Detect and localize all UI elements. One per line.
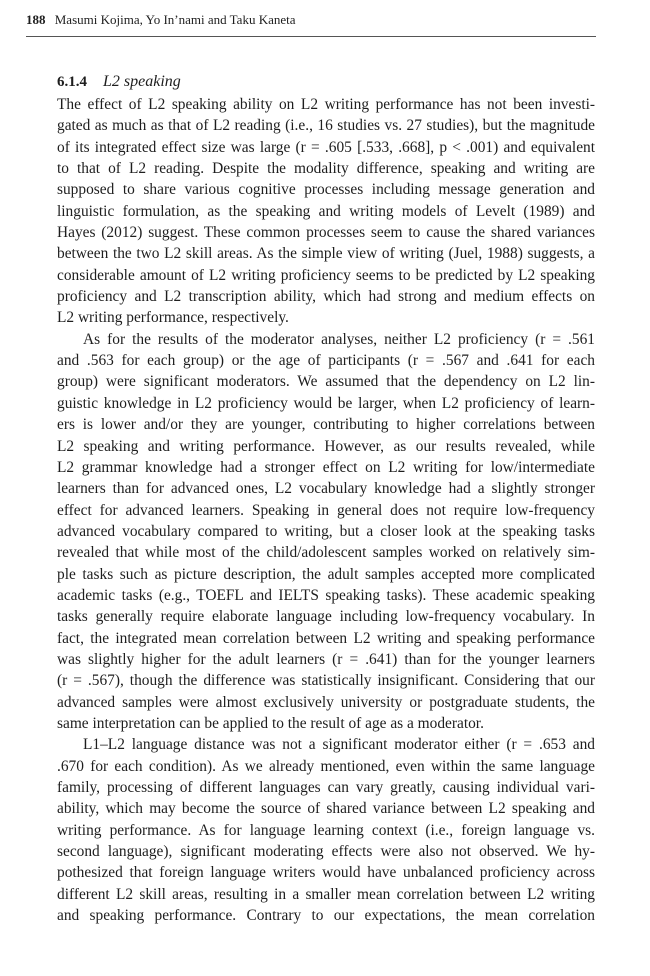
text-line: learners than for advanced ones, L2 vocabulary knowledge had a slightly stronger — [57, 480, 595, 498]
text-line: (r = .567), though the difference was statistically insignificant. Considering that our — [57, 672, 595, 690]
text-line: linguistic formulation, as the speaking and writing models of Levelt (1989) and — [57, 202, 595, 220]
text-line: L2 grammar knowledge had a stronger effect on L2 writing for low/intermediate — [57, 458, 595, 476]
text-line: same interpretation can be applied to the result of age as a moderator. — [57, 714, 484, 732]
text-line: .670 for each condition). As we already mentioned, even within the same language — [57, 757, 595, 775]
text-line: was slightly higher for the adult learners (r = .641) than for the younger learners — [57, 650, 595, 668]
text-line: revealed that while most of the child/adolescent samples worked on relatively sim- — [57, 544, 595, 562]
text-line: L1–L2 language distance was not a significant moderator either (r = .653 and — [83, 736, 595, 754]
text-line: The effect of L2 speaking ability on L2 writing performance has not been investi- — [57, 96, 595, 113]
text-line: tasks generally require elaborate language including low-frequency vocabulary. In — [57, 608, 595, 626]
text-line: and .563 for each group) or the age of participants (r = .567 and .641 for each — [57, 352, 595, 370]
text-line: L2 speaking and writing performance. However, as our results revealed, while — [57, 437, 595, 455]
text-line: group) were significant moderators. We assumed that the dependency on L2 lin- — [57, 373, 595, 391]
section-number: 6.1.4 — [57, 74, 87, 90]
text-line: different L2 skill areas, resulting in a smaller mean correlation between L2 writing — [57, 885, 595, 903]
text-line: between the two L2 skill areas. As the simple view of writing (Juel, 1988) suggests, a — [57, 245, 595, 263]
text-line: of its integrated effect size was large (r = .605 [.533, .668], p < .001) and equivalent — [57, 138, 595, 156]
text-line: ability, which may become the source of shared variance between L2 speaking and — [57, 800, 595, 818]
running-head — [26, 11, 596, 29]
text-line: second language), significant moderating effects were also not observed. We hy- — [57, 843, 595, 861]
text-line: and speaking performance. Contrary to our expectations, the mean correlation — [57, 907, 595, 925]
text-line: effect for advanced learners. Speaking in general does not require low-frequency — [57, 501, 595, 519]
text-line: Hayes (2012) suggest. These common processes seem to cause the shared variances — [57, 224, 595, 242]
text-line: As for the results of the moderator analyses, neither L2 proficiency (r = .561 — [83, 330, 595, 348]
text-line: pothesized that foreign language writers would have unbalanced proficiency across — [57, 864, 595, 882]
text-line: ers is lower and/or they are younger, contributing to higher correlations between — [57, 416, 595, 434]
text-line: considerable amount of L2 writing proficiency seems to be predicted by L2 speaking — [57, 266, 595, 284]
text-line: to that of L2 reading. Despite the modality difference, speaking and writing are — [57, 160, 595, 178]
text-line: writing performance. As for language learning context (i.e., foreign language vs. — [57, 821, 595, 839]
text-line: supposed to share various cognitive processes including message generation and — [57, 181, 595, 199]
text-line: L2 writing performance, respectively. — [57, 309, 289, 327]
text-line: advanced samples were almost exclusively university or postgraduate students, the — [57, 693, 595, 711]
header-rule — [26, 36, 596, 37]
page-number: 188 — [26, 12, 46, 27]
text-line: family, processing of different languages can vary greatly, causing individual vari- — [57, 779, 595, 796]
section-heading — [57, 71, 181, 93]
text-line: academic tasks (e.g., TOEFL and IELTS speaking tasks). These academic speaking — [57, 586, 595, 604]
text-line: ple tasks such as picture description, the adult samples accepted more complicated — [57, 565, 595, 583]
text-line: guistic knowledge in L2 proficiency would be larger, when L2 proficiency of learn- — [57, 394, 595, 412]
text-line: advanced vocabulary compared to writing, but a closer look at the speaking tasks — [57, 522, 595, 540]
running-head-authors: Masumi Kojima, Yo In’nami and Taku Kaneta — [54, 12, 296, 27]
text-line: fact, the integrated mean correlation between L2 writing and speaking performance — [57, 629, 595, 647]
section-title: L2 speaking — [103, 73, 181, 90]
text-line: gated as much as that of L2 reading (i.e., 16 studies vs. 27 studies), but the magnitude — [57, 117, 595, 135]
text-line: proficiency and L2 transcription ability, which had strong and medium effects on — [57, 288, 595, 306]
body-text — [57, 94, 595, 926]
